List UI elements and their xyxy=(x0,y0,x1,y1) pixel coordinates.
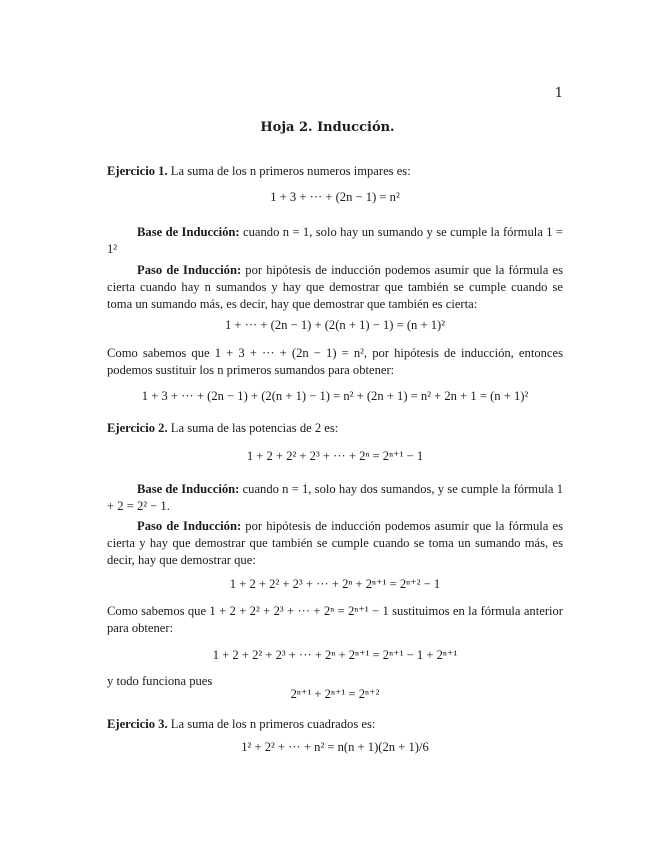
exercise-1-equation-2: 1 + ··· + (2n − 1) + (2(n + 1) − 1) = (n + 1)² xyxy=(224,318,446,332)
paso-label: Paso de Inducción: xyxy=(137,263,242,277)
paso-text: por hipótesis de inducción podemos asumir que la fórmula es cierta cuando hay n sumandos y hay que demostrar que también se cumple cuando se toma un sumando más, es decir, hay que demostrar que también es cierta: xyxy=(107,263,563,311)
base-text: cuando n = 1, solo hay un sumando y se cumple la fórmula 1 = 1² xyxy=(107,225,564,256)
exercise-1-label: Ejercicio 1. xyxy=(107,164,168,178)
exercise-2-equation-2: 1 + 2 + 2² + 2³ + ··· + 2ⁿ + 2ⁿ⁺¹ = 2ⁿ⁺² − 1 xyxy=(229,577,441,591)
exercise-2-todo: y todo funciona pues xyxy=(107,674,213,688)
page-number: 1 xyxy=(554,86,563,101)
exercise-3-label: Ejercicio 3. xyxy=(107,717,168,731)
exercise-1-equation-1: 1 + 3 + ··· + (2n − 1) = n² xyxy=(270,190,400,204)
page-title: Hoja 2. Inducción. xyxy=(260,120,395,135)
exercise-3-text: La suma de los n primeros cuadrados es: xyxy=(170,717,376,731)
exercise-2-base xyxy=(107,481,563,515)
exercise-2-equation-4: 2ⁿ⁺¹ + 2ⁿ⁺¹ = 2ⁿ⁺² xyxy=(290,687,380,701)
exercise-2-text: La suma de las potencias de 2 es: xyxy=(170,421,339,435)
base-text: cuando n = 1, solo hay dos sumandos, y se cumple la fórmula 1 + 2 = 2² − 1. xyxy=(107,482,563,513)
exercise-1-paso xyxy=(107,262,563,313)
exercise-2-equation-3: 1 + 2 + 2² + 2³ + ··· + 2ⁿ + 2ⁿ⁺¹ = 2ⁿ⁺¹ − 1 + 2ⁿ⁺¹ xyxy=(212,648,458,662)
exercise-2-intro xyxy=(107,420,563,437)
exercise-1-text: La suma de los n primeros numeros impares es: xyxy=(170,164,411,178)
base-label: Base de Inducción: xyxy=(137,482,240,496)
exercise-2-label: Ejercicio 2. xyxy=(107,421,168,435)
exercise-1-equation-3: 1 + 3 + ··· + (2n − 1) + (2(n + 1) − 1) = n² + (2n + 1) = n² + 2n + 1 = (n + 1)² xyxy=(141,389,529,403)
base-label: Base de Inducción: xyxy=(137,225,240,239)
exercise-1-como: Como sabemos que 1 + 3 + ··· + (2n − 1) = n², por hipótesis de inducción, entonces podemos sustituir los n primeros sumandos para obtener: xyxy=(107,346,563,377)
exercise-2-equation-1: 1 + 2 + 2² + 2³ + ··· + 2ⁿ = 2ⁿ⁺¹ − 1 xyxy=(246,449,424,463)
exercise-2-como: Como sabemos que 1 + 2 + 2² + 2³ + ··· + 2ⁿ = 2ⁿ⁺¹ − 1 sustituimos en la fórmula anterior para obtener: xyxy=(107,604,563,635)
paso-label: Paso de Inducción: xyxy=(137,519,242,533)
exercise-2-paso xyxy=(107,518,563,569)
exercise-3-equation-1: 1² + 2² + ··· + n² = n(n + 1)(2n + 1)/6 xyxy=(241,740,429,754)
exercise-1-intro xyxy=(107,163,563,180)
paso-text: por hipótesis de inducción podemos asumir que la fórmula es cierta y hay que demostrar que también se cumple cuando se toma un sumando más, es decir, hay que demostrar que: xyxy=(107,519,563,567)
exercise-3-intro xyxy=(107,716,563,733)
exercise-1-base xyxy=(107,224,563,258)
